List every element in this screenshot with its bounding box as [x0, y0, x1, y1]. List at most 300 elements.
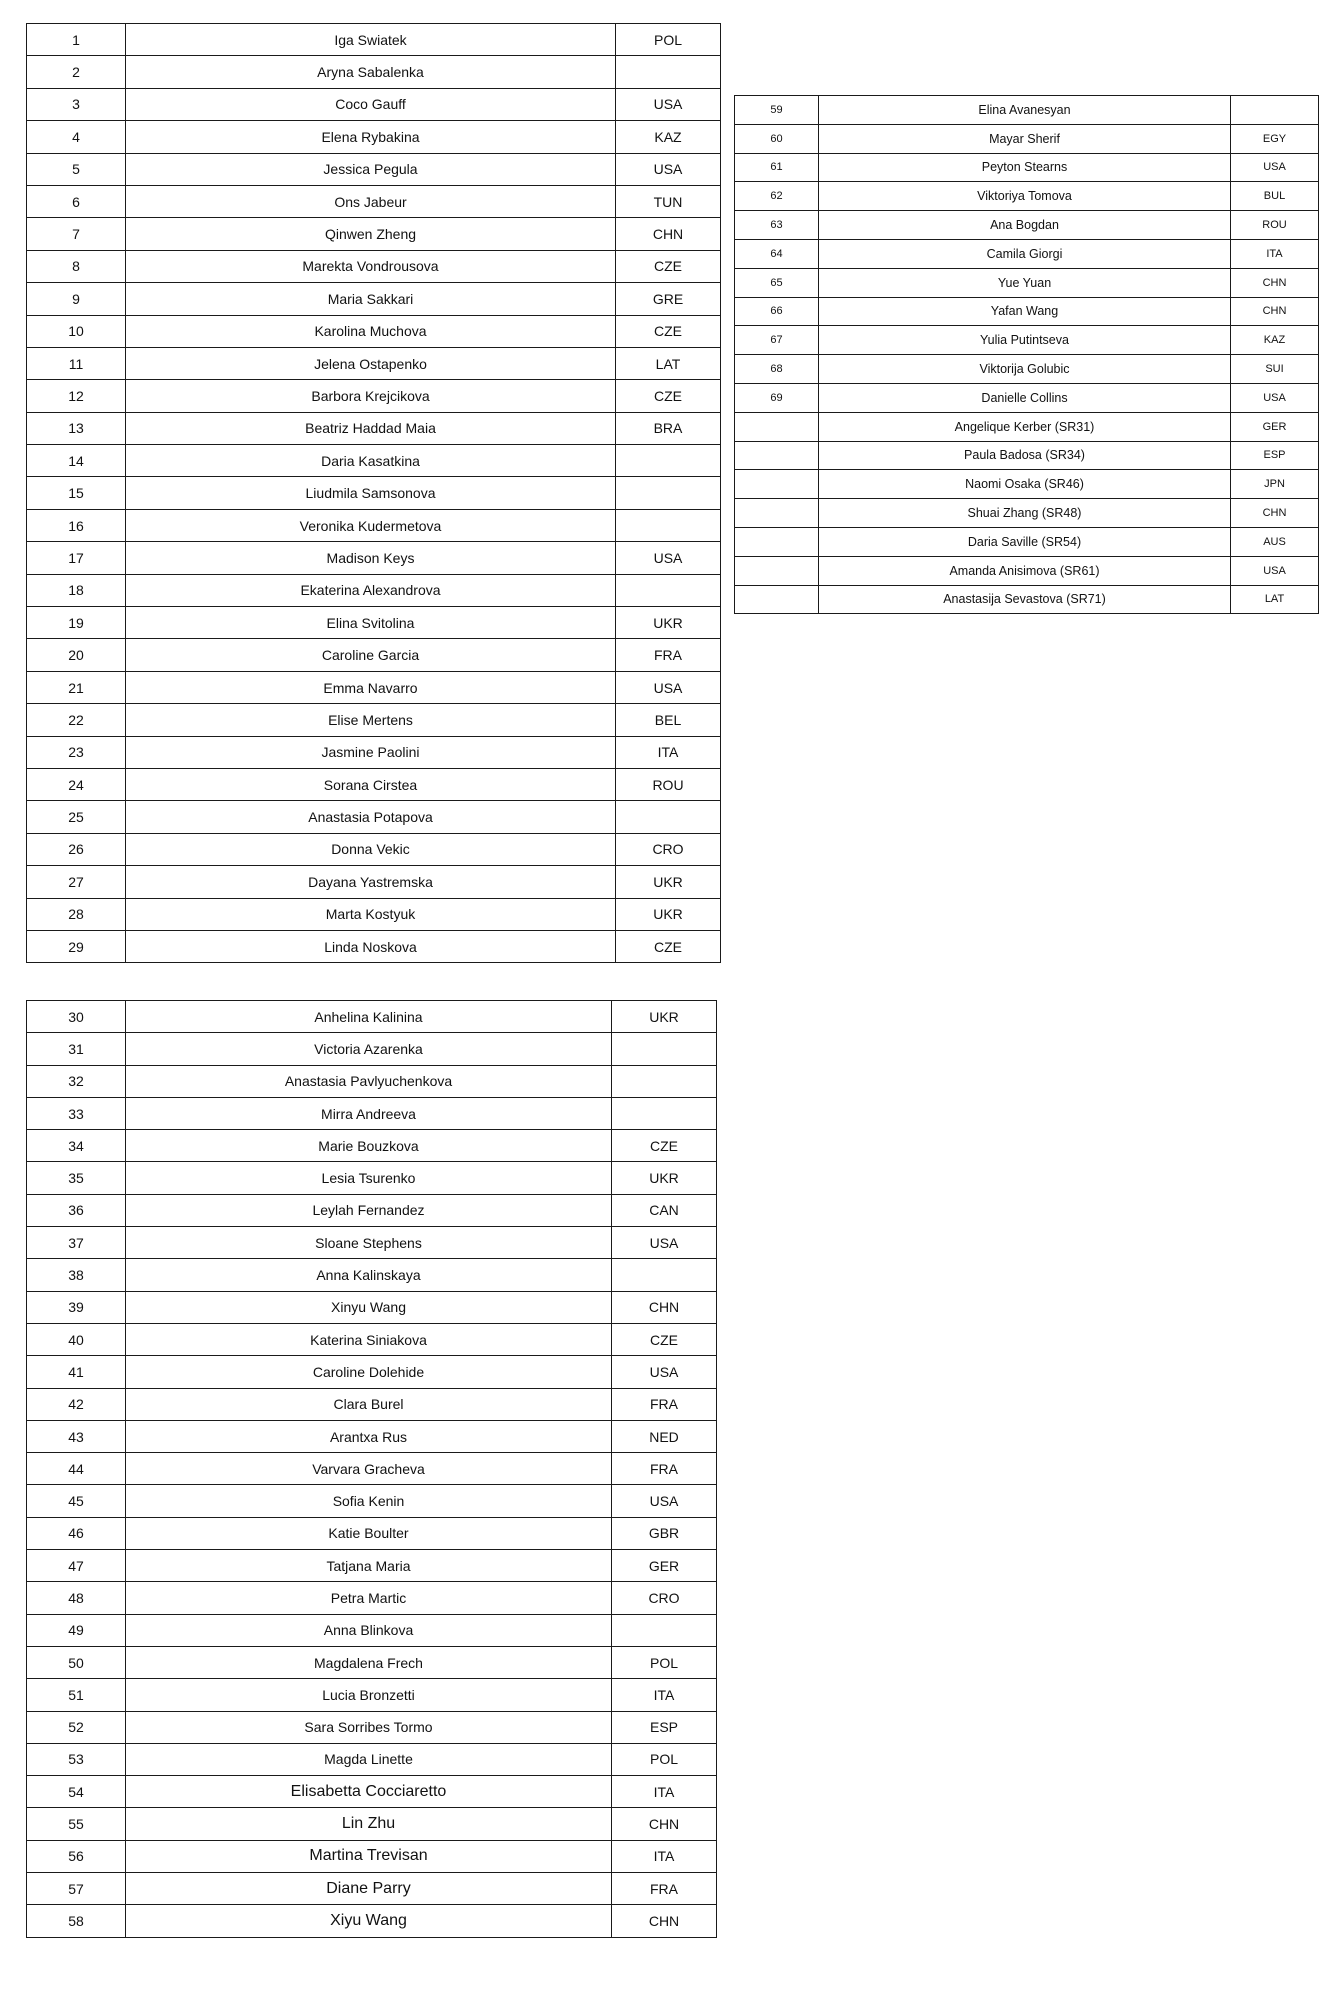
rank-cell: 55	[27, 1808, 126, 1840]
rank-cell: 48	[27, 1582, 126, 1614]
rank-cell: 69	[735, 383, 819, 412]
rank-cell: 49	[27, 1614, 126, 1646]
country-cell: KAZ	[1231, 326, 1319, 355]
country-cell: ITA	[612, 1840, 717, 1872]
country-cell	[612, 1033, 717, 1065]
table-row	[27, 1130, 717, 1162]
country-cell: CHN	[1231, 268, 1319, 297]
player-name-cell: Magdalena Frech	[126, 1646, 612, 1678]
player-name-cell: Anna Blinkova	[126, 1614, 612, 1646]
rank-cell: 8	[27, 250, 126, 282]
country-cell: USA	[612, 1356, 717, 1388]
table-row	[27, 250, 721, 282]
rank-cell: 15	[27, 477, 126, 509]
player-name-cell: Victoria Azarenka	[126, 1033, 612, 1065]
country-cell: FRA	[612, 1873, 717, 1905]
country-cell: FRA	[616, 639, 721, 671]
country-cell: CHN	[612, 1291, 717, 1323]
rank-cell: 17	[27, 542, 126, 574]
player-name-cell: Aryna Sabalenka	[126, 56, 616, 88]
rank-cell: 28	[27, 898, 126, 930]
player-name-cell: Marta Kostyuk	[126, 898, 616, 930]
entry-table-1	[26, 23, 721, 963]
table-row	[27, 1517, 717, 1549]
player-name-cell: Ekaterina Alexandrova	[126, 574, 616, 606]
table-row	[735, 326, 1319, 355]
rank-cell: 52	[27, 1711, 126, 1743]
player-name-cell: Camila Giorgi	[819, 239, 1231, 268]
table-row	[27, 898, 721, 930]
country-cell: CZE	[616, 380, 721, 412]
country-cell: POL	[616, 24, 721, 56]
country-cell	[616, 445, 721, 477]
player-name-cell: Mirra Andreeva	[126, 1097, 612, 1129]
table-row	[735, 556, 1319, 585]
table-row	[735, 239, 1319, 268]
country-cell: CHN	[612, 1808, 717, 1840]
table-row	[27, 153, 721, 185]
country-cell: ITA	[1231, 239, 1319, 268]
table-row	[27, 315, 721, 347]
table-row	[27, 1550, 717, 1582]
country-cell: USA	[1231, 556, 1319, 585]
rank-cell: 11	[27, 347, 126, 379]
table-row	[27, 185, 721, 217]
country-cell: GER	[612, 1550, 717, 1582]
player-name-cell: Daria Kasatkina	[126, 445, 616, 477]
table-row	[735, 211, 1319, 240]
table-row	[27, 801, 721, 833]
table-row	[27, 736, 721, 768]
country-cell: GER	[1231, 412, 1319, 441]
rank-cell: 13	[27, 412, 126, 444]
rank-cell: 34	[27, 1130, 126, 1162]
player-name-cell: Leylah Fernandez	[126, 1194, 612, 1226]
country-cell: BEL	[616, 704, 721, 736]
rank-cell: 19	[27, 607, 126, 639]
player-name-cell: Karolina Muchova	[126, 315, 616, 347]
player-name-cell: Donna Vekic	[126, 833, 616, 865]
rank-cell: 38	[27, 1259, 126, 1291]
rank-cell: 42	[27, 1388, 126, 1420]
entry-table-2	[26, 1000, 717, 1938]
country-cell: UKR	[612, 1001, 717, 1033]
rank-cell: 25	[27, 801, 126, 833]
country-cell: GBR	[612, 1517, 717, 1549]
country-cell: CHN	[616, 218, 721, 250]
player-name-cell: Amanda Anisimova (SR61)	[819, 556, 1231, 585]
table-row	[735, 383, 1319, 412]
country-cell	[616, 56, 721, 88]
player-name-cell: Caroline Dolehide	[126, 1356, 612, 1388]
rank-cell: 36	[27, 1194, 126, 1226]
table-row	[27, 1388, 717, 1420]
player-name-cell: Peyton Stearns	[819, 153, 1231, 182]
player-name-cell: Linda Noskova	[126, 930, 616, 962]
player-name-cell: Jelena Ostapenko	[126, 347, 616, 379]
table-row	[735, 527, 1319, 556]
rank-cell: 6	[27, 185, 126, 217]
table-row	[735, 153, 1319, 182]
rank-cell	[735, 470, 819, 499]
country-cell: CZE	[616, 250, 721, 282]
country-cell: CZE	[616, 315, 721, 347]
rank-cell: 22	[27, 704, 126, 736]
table-row	[735, 96, 1319, 125]
table-row	[27, 607, 721, 639]
country-cell: CZE	[612, 1323, 717, 1355]
rank-cell: 57	[27, 1873, 126, 1905]
rank-cell: 20	[27, 639, 126, 671]
player-name-cell: Ons Jabeur	[126, 185, 616, 217]
country-cell: FRA	[612, 1453, 717, 1485]
player-name-cell: Sara Sorribes Tormo	[126, 1711, 612, 1743]
country-cell: JPN	[1231, 470, 1319, 499]
country-cell: USA	[616, 153, 721, 185]
table-row	[27, 639, 721, 671]
player-name-cell: Ana Bogdan	[819, 211, 1231, 240]
country-cell: ROU	[616, 768, 721, 800]
table-row	[27, 1808, 717, 1840]
country-cell: CHN	[612, 1905, 717, 1937]
country-cell	[616, 574, 721, 606]
player-name-cell: Elena Rybakina	[126, 121, 616, 153]
table-row	[735, 182, 1319, 211]
rank-cell: 65	[735, 268, 819, 297]
player-name-cell: Elise Mertens	[126, 704, 616, 736]
country-cell: ESP	[612, 1711, 717, 1743]
player-name-cell: Madison Keys	[126, 542, 616, 574]
player-name-cell: Qinwen Zheng	[126, 218, 616, 250]
table-row	[27, 1323, 717, 1355]
country-cell: ITA	[616, 736, 721, 768]
rank-cell: 7	[27, 218, 126, 250]
player-name-cell: Yue Yuan	[819, 268, 1231, 297]
player-name-cell: Anhelina Kalinina	[126, 1001, 612, 1033]
country-cell: CRO	[616, 833, 721, 865]
rank-cell: 66	[735, 297, 819, 326]
country-cell: CZE	[616, 930, 721, 962]
table-row	[27, 56, 721, 88]
player-name-cell: Katie Boulter	[126, 1517, 612, 1549]
rank-cell: 18	[27, 574, 126, 606]
player-name-cell: Mayar Sherif	[819, 124, 1231, 153]
country-cell: USA	[612, 1227, 717, 1259]
rank-cell: 3	[27, 88, 126, 120]
player-name-cell: Sloane Stephens	[126, 1227, 612, 1259]
player-name-cell: Anastasia Potapova	[126, 801, 616, 833]
entry-table-3	[734, 95, 1319, 614]
rank-cell: 16	[27, 509, 126, 541]
country-cell: FRA	[612, 1388, 717, 1420]
player-name-cell: Veronika Kudermetova	[126, 509, 616, 541]
table-row	[27, 1065, 717, 1097]
rank-cell: 1	[27, 24, 126, 56]
rank-cell: 41	[27, 1356, 126, 1388]
rank-cell: 46	[27, 1517, 126, 1549]
rank-cell: 29	[27, 930, 126, 962]
rank-cell	[735, 441, 819, 470]
player-name-cell: Varvara Gracheva	[126, 1453, 612, 1485]
country-cell: POL	[612, 1646, 717, 1678]
country-cell: KAZ	[616, 121, 721, 153]
table-row	[27, 1194, 717, 1226]
rank-cell: 64	[735, 239, 819, 268]
rank-cell	[735, 556, 819, 585]
player-name-cell: Naomi Osaka (SR46)	[819, 470, 1231, 499]
rank-cell	[735, 412, 819, 441]
rank-cell: 50	[27, 1646, 126, 1678]
table-row	[27, 1614, 717, 1646]
table-row	[735, 124, 1319, 153]
table-row	[27, 1905, 717, 1937]
table-row	[735, 441, 1319, 470]
player-name-cell: Daria Saville (SR54)	[819, 527, 1231, 556]
rank-cell: 45	[27, 1485, 126, 1517]
country-cell: GRE	[616, 283, 721, 315]
country-cell: USA	[1231, 153, 1319, 182]
rank-cell: 47	[27, 1550, 126, 1582]
country-cell	[612, 1065, 717, 1097]
country-cell	[616, 801, 721, 833]
country-cell: SUI	[1231, 355, 1319, 384]
table-row	[27, 1743, 717, 1775]
player-name-cell: Yulia Putintseva	[819, 326, 1231, 355]
table-row	[27, 1873, 717, 1905]
country-cell: ROU	[1231, 211, 1319, 240]
country-cell: ITA	[612, 1776, 717, 1808]
player-name-cell: Sorana Cirstea	[126, 768, 616, 800]
player-name-cell: Danielle Collins	[819, 383, 1231, 412]
country-cell: UKR	[616, 866, 721, 898]
table-row	[27, 1453, 717, 1485]
table-row	[27, 833, 721, 865]
table-row	[27, 1097, 717, 1129]
rank-cell: 43	[27, 1420, 126, 1452]
player-name-cell: Beatriz Haddad Maia	[126, 412, 616, 444]
rank-cell: 33	[27, 1097, 126, 1129]
table-row	[27, 1646, 717, 1678]
player-name-cell: Jessica Pegula	[126, 153, 616, 185]
player-name-cell: Xinyu Wang	[126, 1291, 612, 1323]
player-name-cell: Coco Gauff	[126, 88, 616, 120]
player-name-cell: Diane Parry	[126, 1873, 612, 1905]
country-cell: NED	[612, 1420, 717, 1452]
table-row	[27, 671, 721, 703]
rank-cell: 44	[27, 1453, 126, 1485]
table-row	[27, 1033, 717, 1065]
table-row	[735, 585, 1319, 614]
player-name-cell: Martina Trevisan	[126, 1840, 612, 1872]
rank-cell: 59	[735, 96, 819, 125]
rank-cell: 27	[27, 866, 126, 898]
table-row	[27, 866, 721, 898]
player-name-cell: Anastasia Pavlyuchenkova	[126, 1065, 612, 1097]
country-cell: USA	[612, 1485, 717, 1517]
country-cell: USA	[616, 88, 721, 120]
rank-cell: 58	[27, 1905, 126, 1937]
country-cell: CZE	[612, 1130, 717, 1162]
rank-cell: 62	[735, 182, 819, 211]
table-row	[27, 1001, 717, 1033]
table-row	[735, 412, 1319, 441]
country-cell: BUL	[1231, 182, 1319, 211]
rank-cell: 14	[27, 445, 126, 477]
rank-cell: 21	[27, 671, 126, 703]
table-row	[27, 768, 721, 800]
country-cell: LAT	[1231, 585, 1319, 614]
table-row	[27, 1679, 717, 1711]
country-cell	[612, 1259, 717, 1291]
table-row	[27, 704, 721, 736]
player-name-cell: Marie Bouzkova	[126, 1130, 612, 1162]
player-name-cell: Barbora Krejcikova	[126, 380, 616, 412]
rank-cell: 68	[735, 355, 819, 384]
rank-cell: 53	[27, 1743, 126, 1775]
player-name-cell: Jasmine Paolini	[126, 736, 616, 768]
country-cell: UKR	[612, 1162, 717, 1194]
country-cell: CAN	[612, 1194, 717, 1226]
table-row	[27, 542, 721, 574]
table-row	[27, 347, 721, 379]
table-row	[27, 218, 721, 250]
country-cell: AUS	[1231, 527, 1319, 556]
table-row	[27, 930, 721, 962]
rank-cell: 5	[27, 153, 126, 185]
player-name-cell: Magda Linette	[126, 1743, 612, 1775]
player-name-cell: Anastasija Sevastova (SR71)	[819, 585, 1231, 614]
table-row	[27, 1162, 717, 1194]
table-row	[27, 24, 721, 56]
country-cell	[612, 1614, 717, 1646]
country-cell: ESP	[1231, 441, 1319, 470]
table-row	[735, 470, 1319, 499]
player-name-cell: Arantxa Rus	[126, 1420, 612, 1452]
table-row	[27, 1776, 717, 1808]
table-row	[27, 574, 721, 606]
table-row	[27, 1356, 717, 1388]
rank-cell: 31	[27, 1033, 126, 1065]
country-cell: CRO	[612, 1582, 717, 1614]
table-row	[27, 412, 721, 444]
table-row	[27, 1485, 717, 1517]
rank-cell: 32	[27, 1065, 126, 1097]
player-name-cell: Iga Swiatek	[126, 24, 616, 56]
table-row	[27, 1582, 717, 1614]
country-cell	[616, 509, 721, 541]
player-name-cell: Angelique Kerber (SR31)	[819, 412, 1231, 441]
rank-cell: 10	[27, 315, 126, 347]
table-row	[27, 283, 721, 315]
player-name-cell: Viktorija Golubic	[819, 355, 1231, 384]
table-row	[27, 380, 721, 412]
player-name-cell: Yafan Wang	[819, 297, 1231, 326]
rank-cell: 60	[735, 124, 819, 153]
player-name-cell: Sofia Kenin	[126, 1485, 612, 1517]
country-cell: UKR	[616, 898, 721, 930]
table-row	[735, 355, 1319, 384]
table-row	[27, 121, 721, 153]
table-row	[27, 1840, 717, 1872]
player-name-cell: Paula Badosa (SR34)	[819, 441, 1231, 470]
rank-cell: 63	[735, 211, 819, 240]
rank-cell: 37	[27, 1227, 126, 1259]
player-name-cell: Tatjana Maria	[126, 1550, 612, 1582]
country-cell: USA	[616, 542, 721, 574]
player-name-cell: Maria Sakkari	[126, 283, 616, 315]
player-name-cell: Elina Svitolina	[126, 607, 616, 639]
player-name-cell: Elina Avanesyan	[819, 96, 1231, 125]
player-name-cell: Shuai Zhang (SR48)	[819, 499, 1231, 528]
player-name-cell: Clara Burel	[126, 1388, 612, 1420]
rank-cell: 51	[27, 1679, 126, 1711]
country-cell: BRA	[616, 412, 721, 444]
country-cell: UKR	[616, 607, 721, 639]
player-name-cell: Emma Navarro	[126, 671, 616, 703]
country-cell: USA	[616, 671, 721, 703]
rank-cell	[735, 585, 819, 614]
rank-cell: 9	[27, 283, 126, 315]
country-cell	[612, 1097, 717, 1129]
country-cell: CHN	[1231, 297, 1319, 326]
player-name-cell: Lesia Tsurenko	[126, 1162, 612, 1194]
table-row	[27, 1711, 717, 1743]
rank-cell: 4	[27, 121, 126, 153]
rank-cell: 30	[27, 1001, 126, 1033]
player-name-cell: Petra Martic	[126, 1582, 612, 1614]
player-name-cell: Katerina Siniakova	[126, 1323, 612, 1355]
country-cell: EGY	[1231, 124, 1319, 153]
player-name-cell: Marekta Vondrousova	[126, 250, 616, 282]
player-name-cell: Caroline Garcia	[126, 639, 616, 671]
rank-cell	[735, 499, 819, 528]
table-row	[27, 477, 721, 509]
country-cell: POL	[612, 1743, 717, 1775]
country-cell	[1231, 96, 1319, 125]
player-name-cell: Lucia Bronzetti	[126, 1679, 612, 1711]
table-row	[27, 1420, 717, 1452]
table-row	[27, 1227, 717, 1259]
rank-cell: 12	[27, 380, 126, 412]
rank-cell: 2	[27, 56, 126, 88]
player-name-cell: Dayana Yastremska	[126, 866, 616, 898]
player-name-cell: Viktoriya Tomova	[819, 182, 1231, 211]
rank-cell: 67	[735, 326, 819, 355]
table-row	[27, 88, 721, 120]
rank-cell: 39	[27, 1291, 126, 1323]
player-name-cell: Anna Kalinskaya	[126, 1259, 612, 1291]
table-row	[27, 445, 721, 477]
rank-cell: 61	[735, 153, 819, 182]
rank-cell: 23	[27, 736, 126, 768]
rank-cell: 40	[27, 1323, 126, 1355]
table-row	[735, 499, 1319, 528]
country-cell	[616, 477, 721, 509]
player-name-cell: Lin Zhu	[126, 1808, 612, 1840]
table-row	[735, 297, 1319, 326]
player-name-cell: Xiyu Wang	[126, 1905, 612, 1937]
country-cell: USA	[1231, 383, 1319, 412]
country-cell: ITA	[612, 1679, 717, 1711]
country-cell: TUN	[616, 185, 721, 217]
country-cell: LAT	[616, 347, 721, 379]
rank-cell: 24	[27, 768, 126, 800]
rank-cell	[735, 527, 819, 556]
table-row	[27, 509, 721, 541]
rank-cell: 26	[27, 833, 126, 865]
player-name-cell: Liudmila Samsonova	[126, 477, 616, 509]
rank-cell: 35	[27, 1162, 126, 1194]
